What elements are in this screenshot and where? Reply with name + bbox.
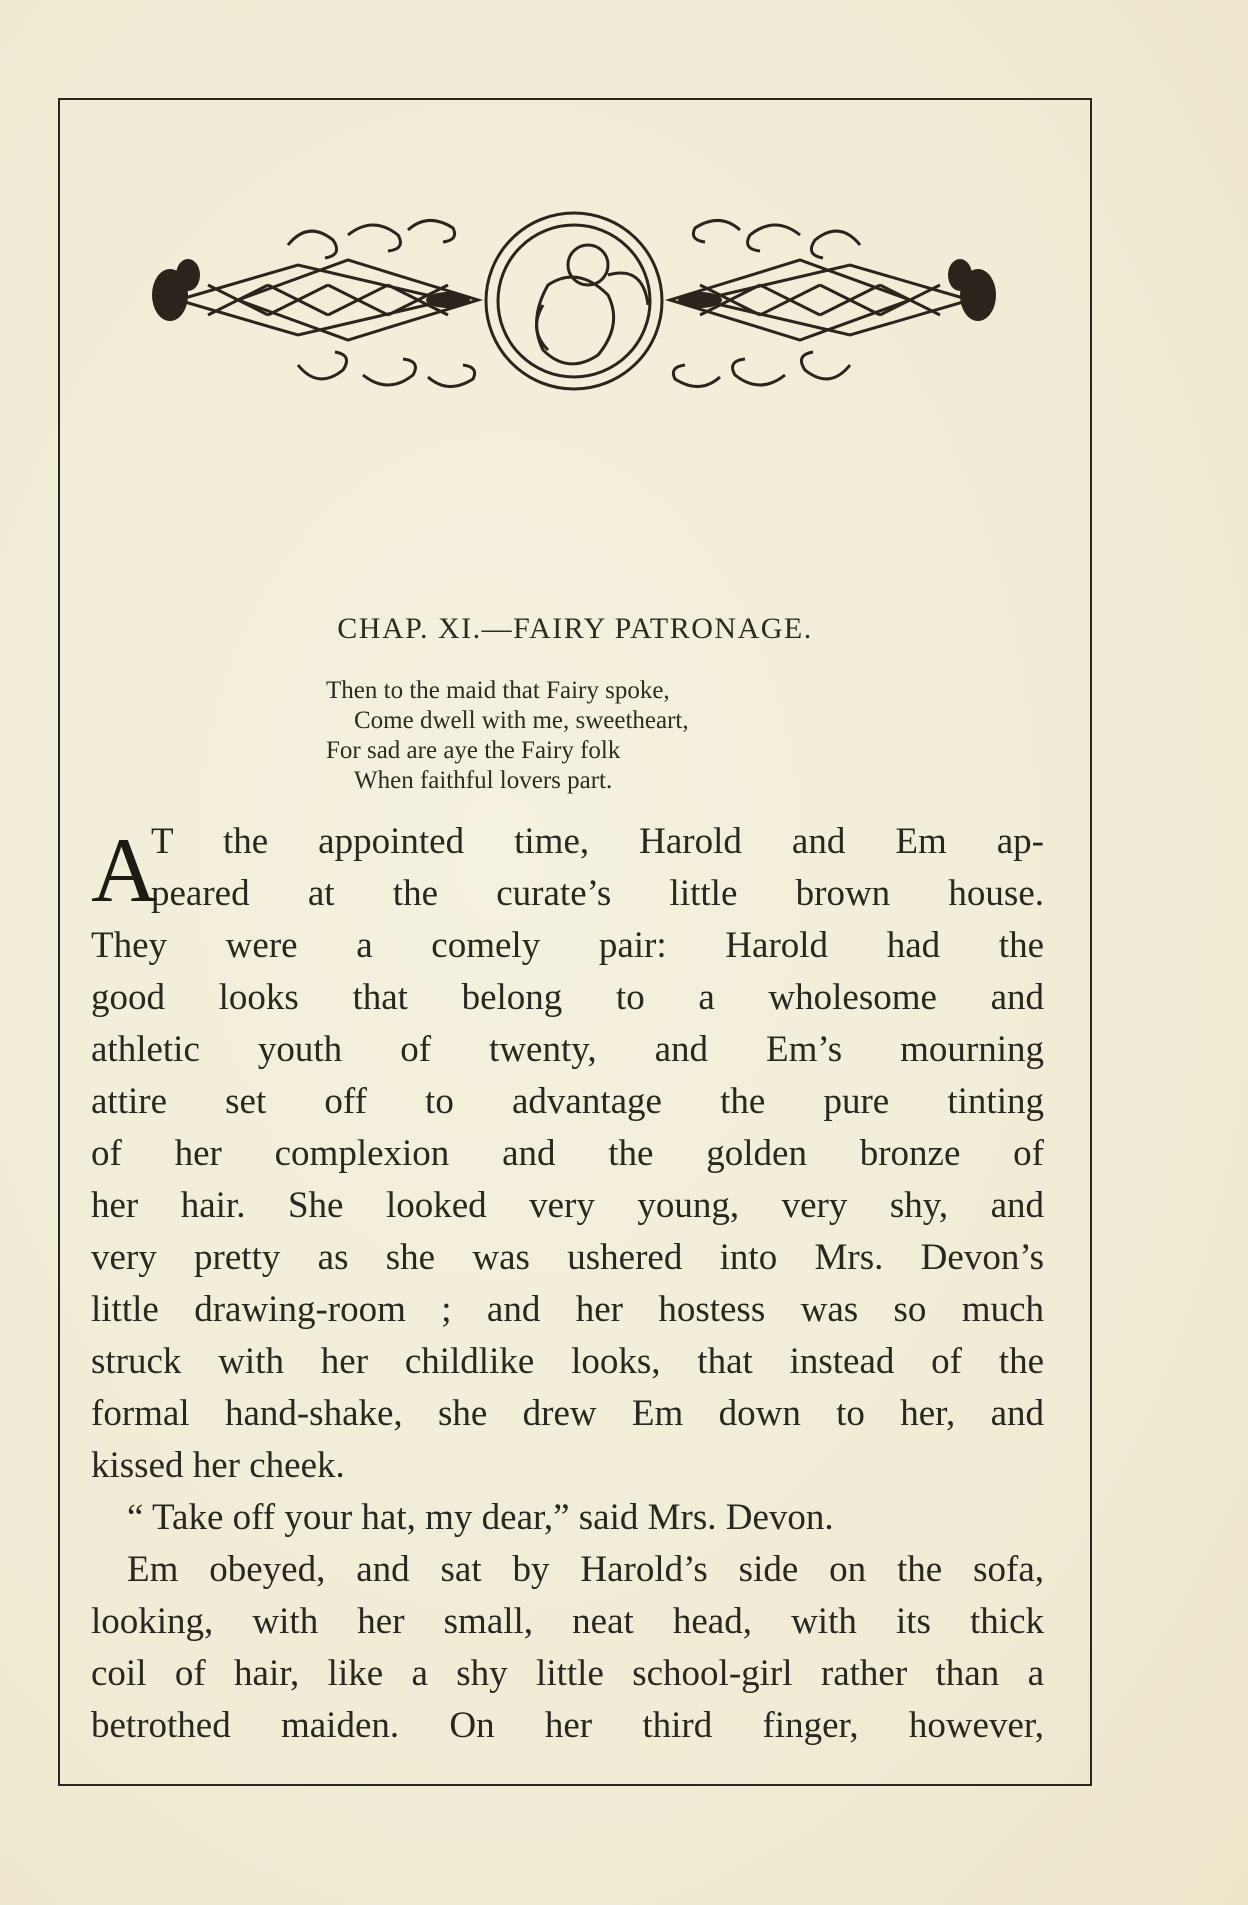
dropcap-block [91, 816, 1044, 920]
text-line: formal hand-shake, she drew Em down to her, and [91, 1393, 1044, 1434]
epigraph-line: For sad are aye the Fairy folk [326, 737, 621, 764]
chapter-title: CHAP. XI.—FAIRY PATRONAGE. [337, 612, 813, 645]
text-line: struck with her childlike looks, that instead of the [91, 1341, 1044, 1382]
text-line: betrothed maiden. On her third finger, however, [91, 1705, 1044, 1746]
text-line: good looks that belong to a wholesome and [91, 977, 1044, 1018]
text-line: kissed her cheek. [91, 1445, 345, 1486]
drop-cap: A [91, 819, 158, 921]
cherub-headpiece-ornament-icon [148, 205, 1000, 405]
text-line: attire set off to advantage the pure tinting [91, 1081, 1044, 1122]
text-line: coil of hair, like a shy little school-girl rather than a [91, 1653, 1044, 1694]
text-line: “ Take off your hat, my dear,” said Mrs. Devon. [127, 1497, 834, 1538]
text-line: looking, with her small, neat head, with its thick [91, 1601, 1044, 1642]
chapter-body [91, 816, 1044, 1752]
epigraph [326, 676, 689, 796]
text-line: Em obeyed, and sat by Harold’s side on the sofa, [127, 1549, 1044, 1590]
epigraph-line: Then to the maid that Fairy spoke, [326, 677, 670, 704]
text-line: of her complexion and the golden bronze of [91, 1133, 1044, 1174]
text-line: very pretty as she was ushered into Mrs. Devon’s [91, 1237, 1044, 1278]
text-line: athletic youth of twenty, and Em’s mourning [91, 1029, 1044, 1070]
text-line: peared at the curate’s little brown house. [151, 873, 1044, 914]
text-line: her hair. She looked very young, very shy, and [91, 1185, 1044, 1226]
epigraph-line: When faithful lovers part. [354, 767, 613, 794]
text-line: They were a comely pair: Harold had the [91, 925, 1044, 966]
text-line: T the appointed time, Harold and Em ap- [151, 821, 1044, 862]
epigraph-line: Come dwell with me, sweetheart, [354, 707, 689, 734]
text-line: little drawing-room ; and her hostess was so much [91, 1289, 1044, 1330]
